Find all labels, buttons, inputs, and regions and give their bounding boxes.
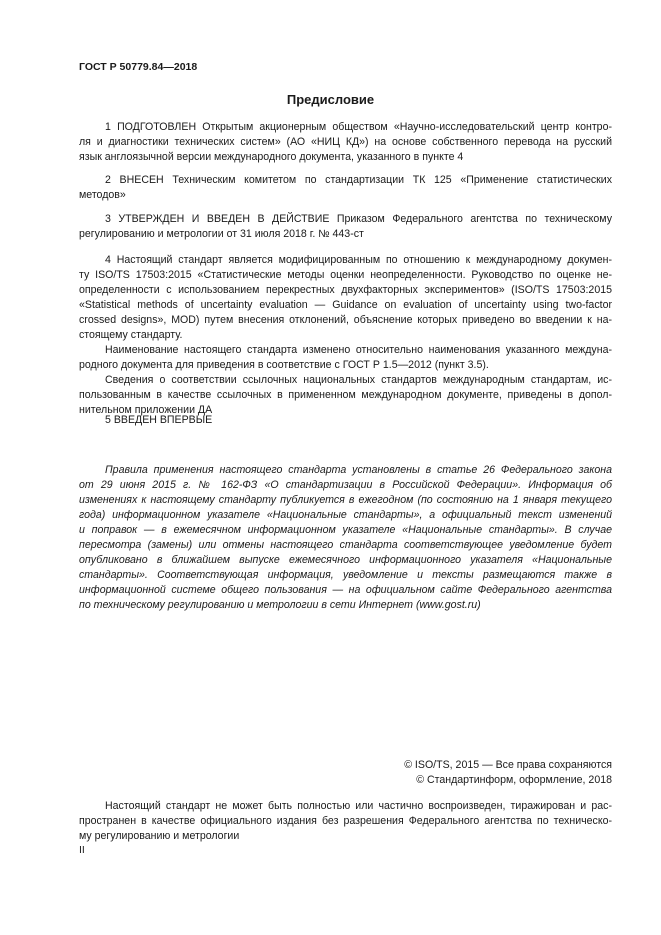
item-4 (79, 253, 612, 418)
rules-line: от 29 июня 2015 г. № 162-ФЗ «О стандартизации в Российской Федерации». Информация об (79, 479, 612, 491)
item-2 (79, 173, 612, 203)
rules-line: и поправок — в ежемесячном информационном указателе «Национальные стандарты». В случае (79, 524, 612, 536)
item-4-line: стоящему стандарту. (79, 329, 183, 341)
copyright (79, 758, 612, 788)
notice-line: пространен в качестве официального издания без разрешения Федерального агентства по техническо- (79, 815, 612, 827)
item-1 (79, 120, 612, 165)
item-2-line: методов» (79, 189, 126, 201)
item-1-line: ля и диагностики технических систем» (АО «НИЦ КД») на основе собственного перевода на русский (79, 136, 612, 148)
copyright-line: © Стандартинформ, оформление, 2018 (416, 774, 612, 786)
item-5-line: 5 ВВЕДЕН ВПЕРВЫЕ (105, 414, 213, 426)
rules-line: по техническому регулированию и метрологии в сети Интернет (www.gost.ru) (79, 599, 481, 611)
standard-code: ГОСТ Р 50779.84—2018 (79, 61, 198, 73)
item-4-line: Сведения о соответствии ссылочных национальных стандартов международным стандартам, ис- (105, 374, 612, 386)
rules-line: года) информационном указателе «Национальные стандарты», а официальный текст изменений (79, 509, 612, 521)
item-1-line: язык англоязычной версии международного документа, указанного в пункте 4 (79, 151, 464, 163)
item-4-line: crossed designs», MOD) путем внесения отклонений, объяснение которых приведено во введении к на- (79, 314, 612, 326)
item-4-line: «Statistical methods of uncertainty evaluation — Guidance on evaluation of uncertainty using two-factor (79, 299, 612, 311)
item-4-line: родного документа для приведения в соответствие с ГОСТ Р 1.5—2012 (пункт 3.5). (79, 359, 489, 371)
item-3-line: регулированию и метрологии от 31 июля 2018 г. № 443-ст (79, 228, 364, 240)
copyright-line: © ISO/TS, 2015 — Все права сохраняются (404, 759, 612, 771)
rules-line: пересмотра (замены) или отмены настоящего стандарта соответствующее уведомление будет (79, 539, 612, 551)
item-4-line: пользованным в качестве ссылочных в примененном международном документе, приведены в допол- (79, 389, 612, 401)
item-1-line: 1 ПОДГОТОВЛЕН Открытым акционерным обществом «Научно-исследовательский центр контро- (105, 121, 612, 133)
notice-line: му регулированию и метрологии (79, 830, 240, 842)
item-4-line: определенности с использованием перекрестных двухфакторных экспериментов» (ISO/TS 17503:2015 (79, 284, 612, 296)
item-4-line: ту ISO/TS 17503:2015 «Статистические методы оценки неопределенности. Руководство по оценке не- (79, 269, 612, 281)
rules-line: опубликовано в ближайшем выпуске ежемесячного информационного указателя «Национальные (79, 554, 612, 566)
rules-line: изменениях к настоящему стандарту публикуется в ежегодном (по состоянию на 1 января текущего (79, 494, 612, 506)
rules-notice (79, 463, 612, 613)
item-4-line: Наименование настоящего стандарта изменено относительно наименования указанного междуна- (105, 344, 612, 356)
reproduction-notice (79, 799, 612, 844)
rules-line: информационной системе общего пользования — на официальном сайте Федерального агентства (79, 584, 612, 596)
notice-line: Настоящий стандарт не может быть полностью или частично воспроизведен, тиражирован и рас- (105, 800, 612, 812)
item-2-line: 2 ВНЕСЕН Техническим комитетом по стандартизации ТК 125 «Применение статистических (105, 174, 612, 186)
rules-line: стандарты». Соответствующая информация, уведомление и тексты размещаются также в (79, 569, 612, 581)
item-3-line: 3 УТВЕРЖДЕН И ВВЕДЕН В ДЕЙСТВИЕ Приказом Федерального агентства по техническому (105, 213, 612, 225)
item-4-line: нительном приложении ДА (79, 404, 213, 416)
item-4-line: 4 Настоящий стандарт является модифицированным по отношению к международному докумен- (105, 254, 612, 266)
page-number: II (79, 844, 85, 856)
page-title: Предисловие (286, 92, 375, 107)
item-5 (79, 413, 612, 428)
rules-line: Правила применения настоящего стандарта установлены в статье 26 Федерального закона (105, 464, 612, 476)
item-3 (79, 212, 612, 242)
